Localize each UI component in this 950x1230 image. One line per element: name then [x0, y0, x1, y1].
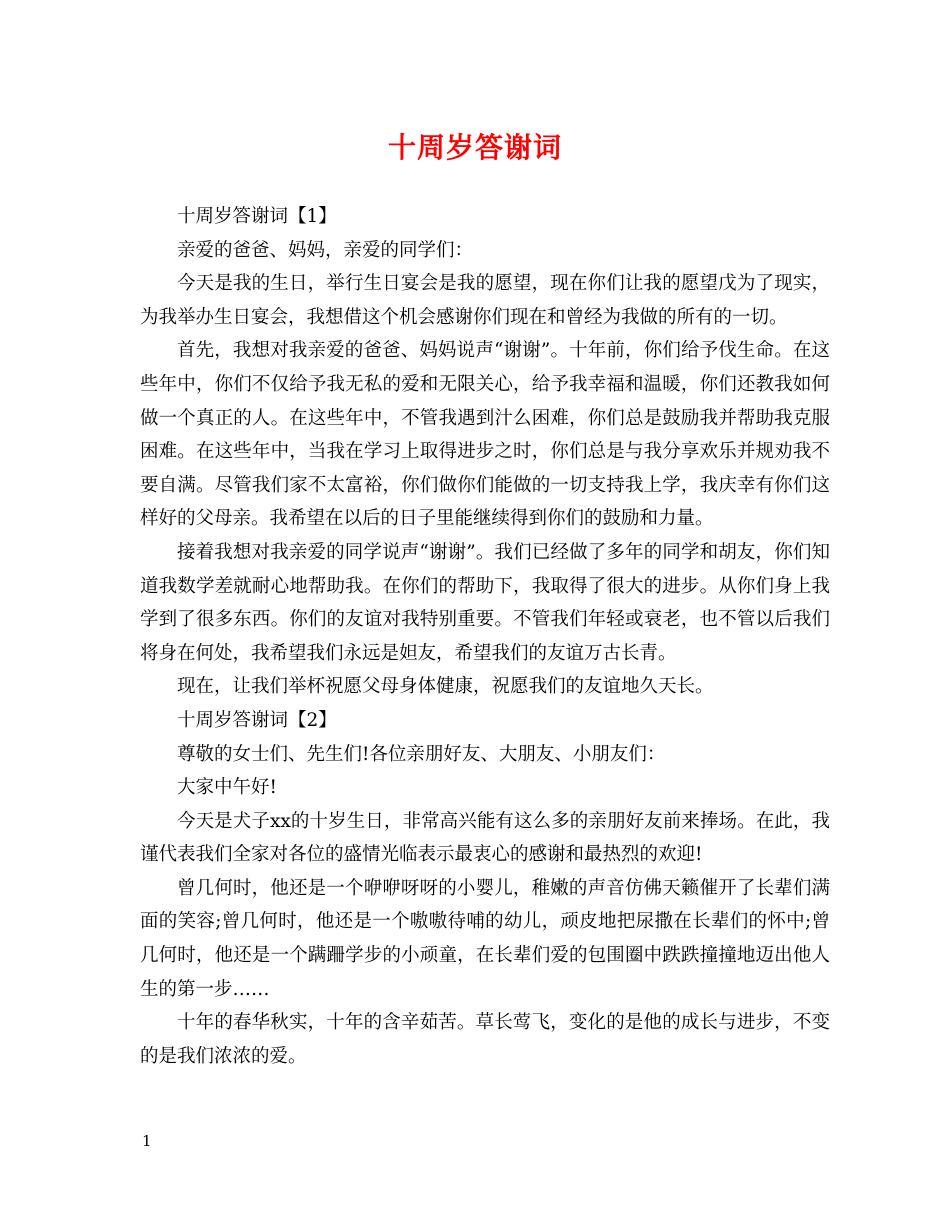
body-paragraph: 首先，我想对我亲爱的爸爸、妈妈说声“谢谢”。十年前，你们给予伐生命。在这些年中，你们不仅给予我无私的爱和无限关心，给予我幸福和温暖，你们还教我如何做一个真正的人。在这些年中，不管我遇到汁么困难，你们总是鼓励我并帮助我克服困难。在这些年中，当我在学习上取得进步之时，你们总是与我分享欢乐并规劝我不要自满。尽管我们家不太富裕，你们做你们能做的一切支持我上学，我庆幸有你们这样好的父母亲。我希望在以后的日子里能继续得到你们的鼓励和力量。: [140, 340, 830, 530]
salutation-paragraph: 尊敬的女士们、先生们!各位亲朋好友、大朋友、小朋友们：: [177, 743, 666, 765]
section-heading-2: 十周岁答谢词【2】: [177, 709, 337, 731]
body-paragraph: 今天是我的生日，举行生日宴会是我的愿望，现在你们让我的愿望戊为了现实，为我举办生日宴会，我想借这个机会感谢你们现在和曾经为我做的所有的一切。: [140, 273, 830, 328]
page-number: 1: [142, 1132, 152, 1150]
salutation-paragraph: 亲爱的爸爸、妈妈，亲爱的同学们：: [177, 239, 474, 261]
document-body: [140, 200, 830, 1073]
document-title: 十周岁答谢词: [387, 131, 562, 164]
greeting-paragraph: 大家中午好!: [177, 777, 277, 799]
section-heading-1: 十周岁答谢词【1】: [177, 206, 337, 227]
body-paragraph: 接着我想对我亲爱的同学说声“谢谢”。我们已经做了多年的同学和胡友，你们知道我数学差就耐心地帮助我。在你们的帮助下，我取得了很大的进步。从你们身上我学到了很多东西。你们的友谊对我特别重要。不管我们年轻或衰老，也不管以后我们将身在何处，我希望我们永远是妲友，希望我们的友谊万古长青。: [140, 541, 830, 664]
body-paragraph: 今天是犬子xx的十岁生日，非常高兴能有这么多的亲朋好友前来捧场。在此，我谨代表我们全家对各位的盛情光临表示最衷心的感谢和最热烈的欢迎!: [140, 810, 830, 866]
body-paragraph: 曾几何时，他还是一个咿咿呀呀的小婴儿，稚嫩的声音仿佛天籁催开了长辈们满面的笑容;曾几何时，他还是一个嗷嗷待哺的幼儿，顽皮地把尿撒在长辈们的怀中;曾几何时，他还是一个蹒跚学步的小顽童，在长辈们爱的包围圈中跌跌撞撞地迈出他人生的第一步……: [140, 877, 830, 1000]
body-paragraph: 十年的春华秋实，十年的含辛茹苦。草长莺飞，变化的是他的成长与进步，不变的是我们浓浓的爱。: [140, 1012, 830, 1067]
body-paragraph: 现在，让我们举杯祝愿父母身体健康，祝愿我们的友谊地久天长。: [177, 676, 714, 698]
